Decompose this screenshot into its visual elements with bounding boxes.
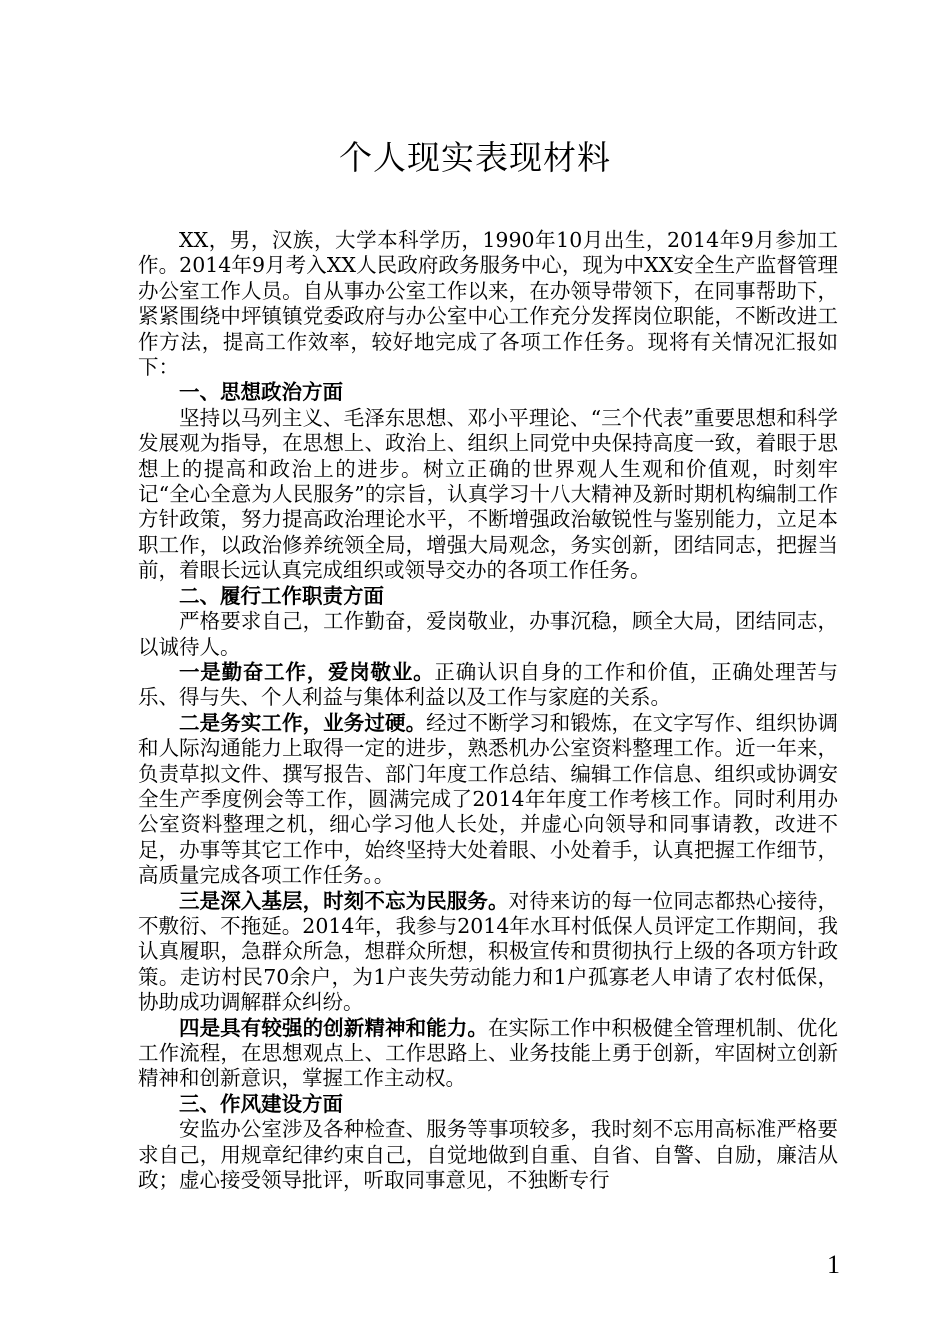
document-title: 个人现实表现材料: [339, 138, 611, 177]
section-paragraph-political: 坚持以马列主义、毛泽东思想、邓小平理论、“三个代表”重要思想和科学发展观为指导，在思想上、政治上、组织上同党中央保持高度一致，着眼于思想上的提高和政治上的进步。树立正确的世界观人生观和价值观，时刻牢记“全心全意为人民服务”的宗旨，认真学习十八大精神及新时期机构编制工作方针政策，努力提高政治理论水平，不断增强政治敏锐性与鉴别能力，立足本职工作，以政治修养统领全局，增强大局观念，务实创新，团结同志，把握当前，着眼长远认真完成组织或领导交办的各项工作任务。: [138, 405, 838, 583]
section-heading-political: 一、思想政治方面: [179, 380, 343, 405]
duty-point-text: 经过不断学习和锻炼，在文字写作、组织协调和人际沟通能力上取得一定的进步，熟悉机办公室资料整理工作。近一年来，负责草拟文件、撰写报告、部门年度工作总结、编辑工作信息、组织或协调安全生产季度例会等工作，圆满完成了2014年年度工作考核工作。同时利用办公室资料整理之机，细心学习他人长处，并虚心向领导和同事请教，改进不足，办事等其它工作中，始终坚持大处着眼、小处着手，认真把握工作细节，高质量完成各项工作任务。。: [138, 710, 839, 888]
duty-point-lead: 四是具有较强的创新精神和能力。: [179, 1015, 488, 1040]
section-paragraph-conduct: 安监办公室涉及各种检查、服务等事项较多，我时刻不忘用高标准严格要求自己，用规章纪律约束自己，自觉地做到自重、自省、自警、自励，廉洁从政；虚心接受领导批评，听取同事意见，不独断专行: [138, 1117, 838, 1193]
section-heading-duties: 二、履行工作职责方面: [179, 583, 384, 608]
duty-point-text: 正确认识自身的工作和价值，正确处理苦与乐、得与失、个人利益与集体利益以及工作与家庭的关系。: [138, 659, 839, 710]
duty-point-text: 在实际工作中积极健全管理机制、优化工作流程，在思想观点上、工作思路上、业务技能上勇于创新，牢固树立创新精神和创新意识，掌握工作主动权。: [138, 1015, 839, 1091]
section-heading-conduct: 三、作风建设方面: [179, 1091, 343, 1116]
duty-point-lead: 一是勤奋工作，爱岗敬业。: [179, 659, 435, 684]
intro-paragraph: XX，男，汉族，大学本科学历，1990年10月出生，2014年9月参加工作。2014年9月考入XX人民政府政务服务中心，现为中XX安全生产监督管理办公室工作人员。自从事办公室工作以来，在办领导带领下，在同事帮助下，紧紧围绕中坪镇镇党委政府与办公室中心工作充分发挥岗位职能，不断改进工作方法，提高工作效率，较好地完成了各项工作任务。现将有关情况汇报如下：: [138, 228, 838, 380]
duty-point: [138, 660, 838, 711]
duty-point-lead: 三是深入基层，时刻不忘为民服务。: [179, 888, 509, 913]
duty-point: [138, 1016, 838, 1092]
duty-point: [138, 711, 838, 889]
duty-point-lead: 二是务实工作，业务过硬。: [179, 710, 427, 735]
duty-point: [138, 889, 838, 1016]
section-paragraph-duties: 严格要求自己，工作勤奋，爱岗敬业，办事沉稳，顾全大局，团结同志，以诚待人。: [138, 609, 838, 659]
page-number: 1: [827, 1250, 840, 1279]
document-body: [138, 228, 838, 1193]
duty-point-text: 对待来访的每一位同志都热心接待，不敷衍、不拖延。2014年，我参与2014年水耳村低保人员评定工作期间，我认真履职，急群众所急，想群众所想，积极宣传和贯彻执行上级的各项方针政策。走访村民70余户，为1户丧失劳动能力和1户孤寡老人申请了农村低保，协助成功调解群众纠纷。: [138, 888, 839, 1015]
